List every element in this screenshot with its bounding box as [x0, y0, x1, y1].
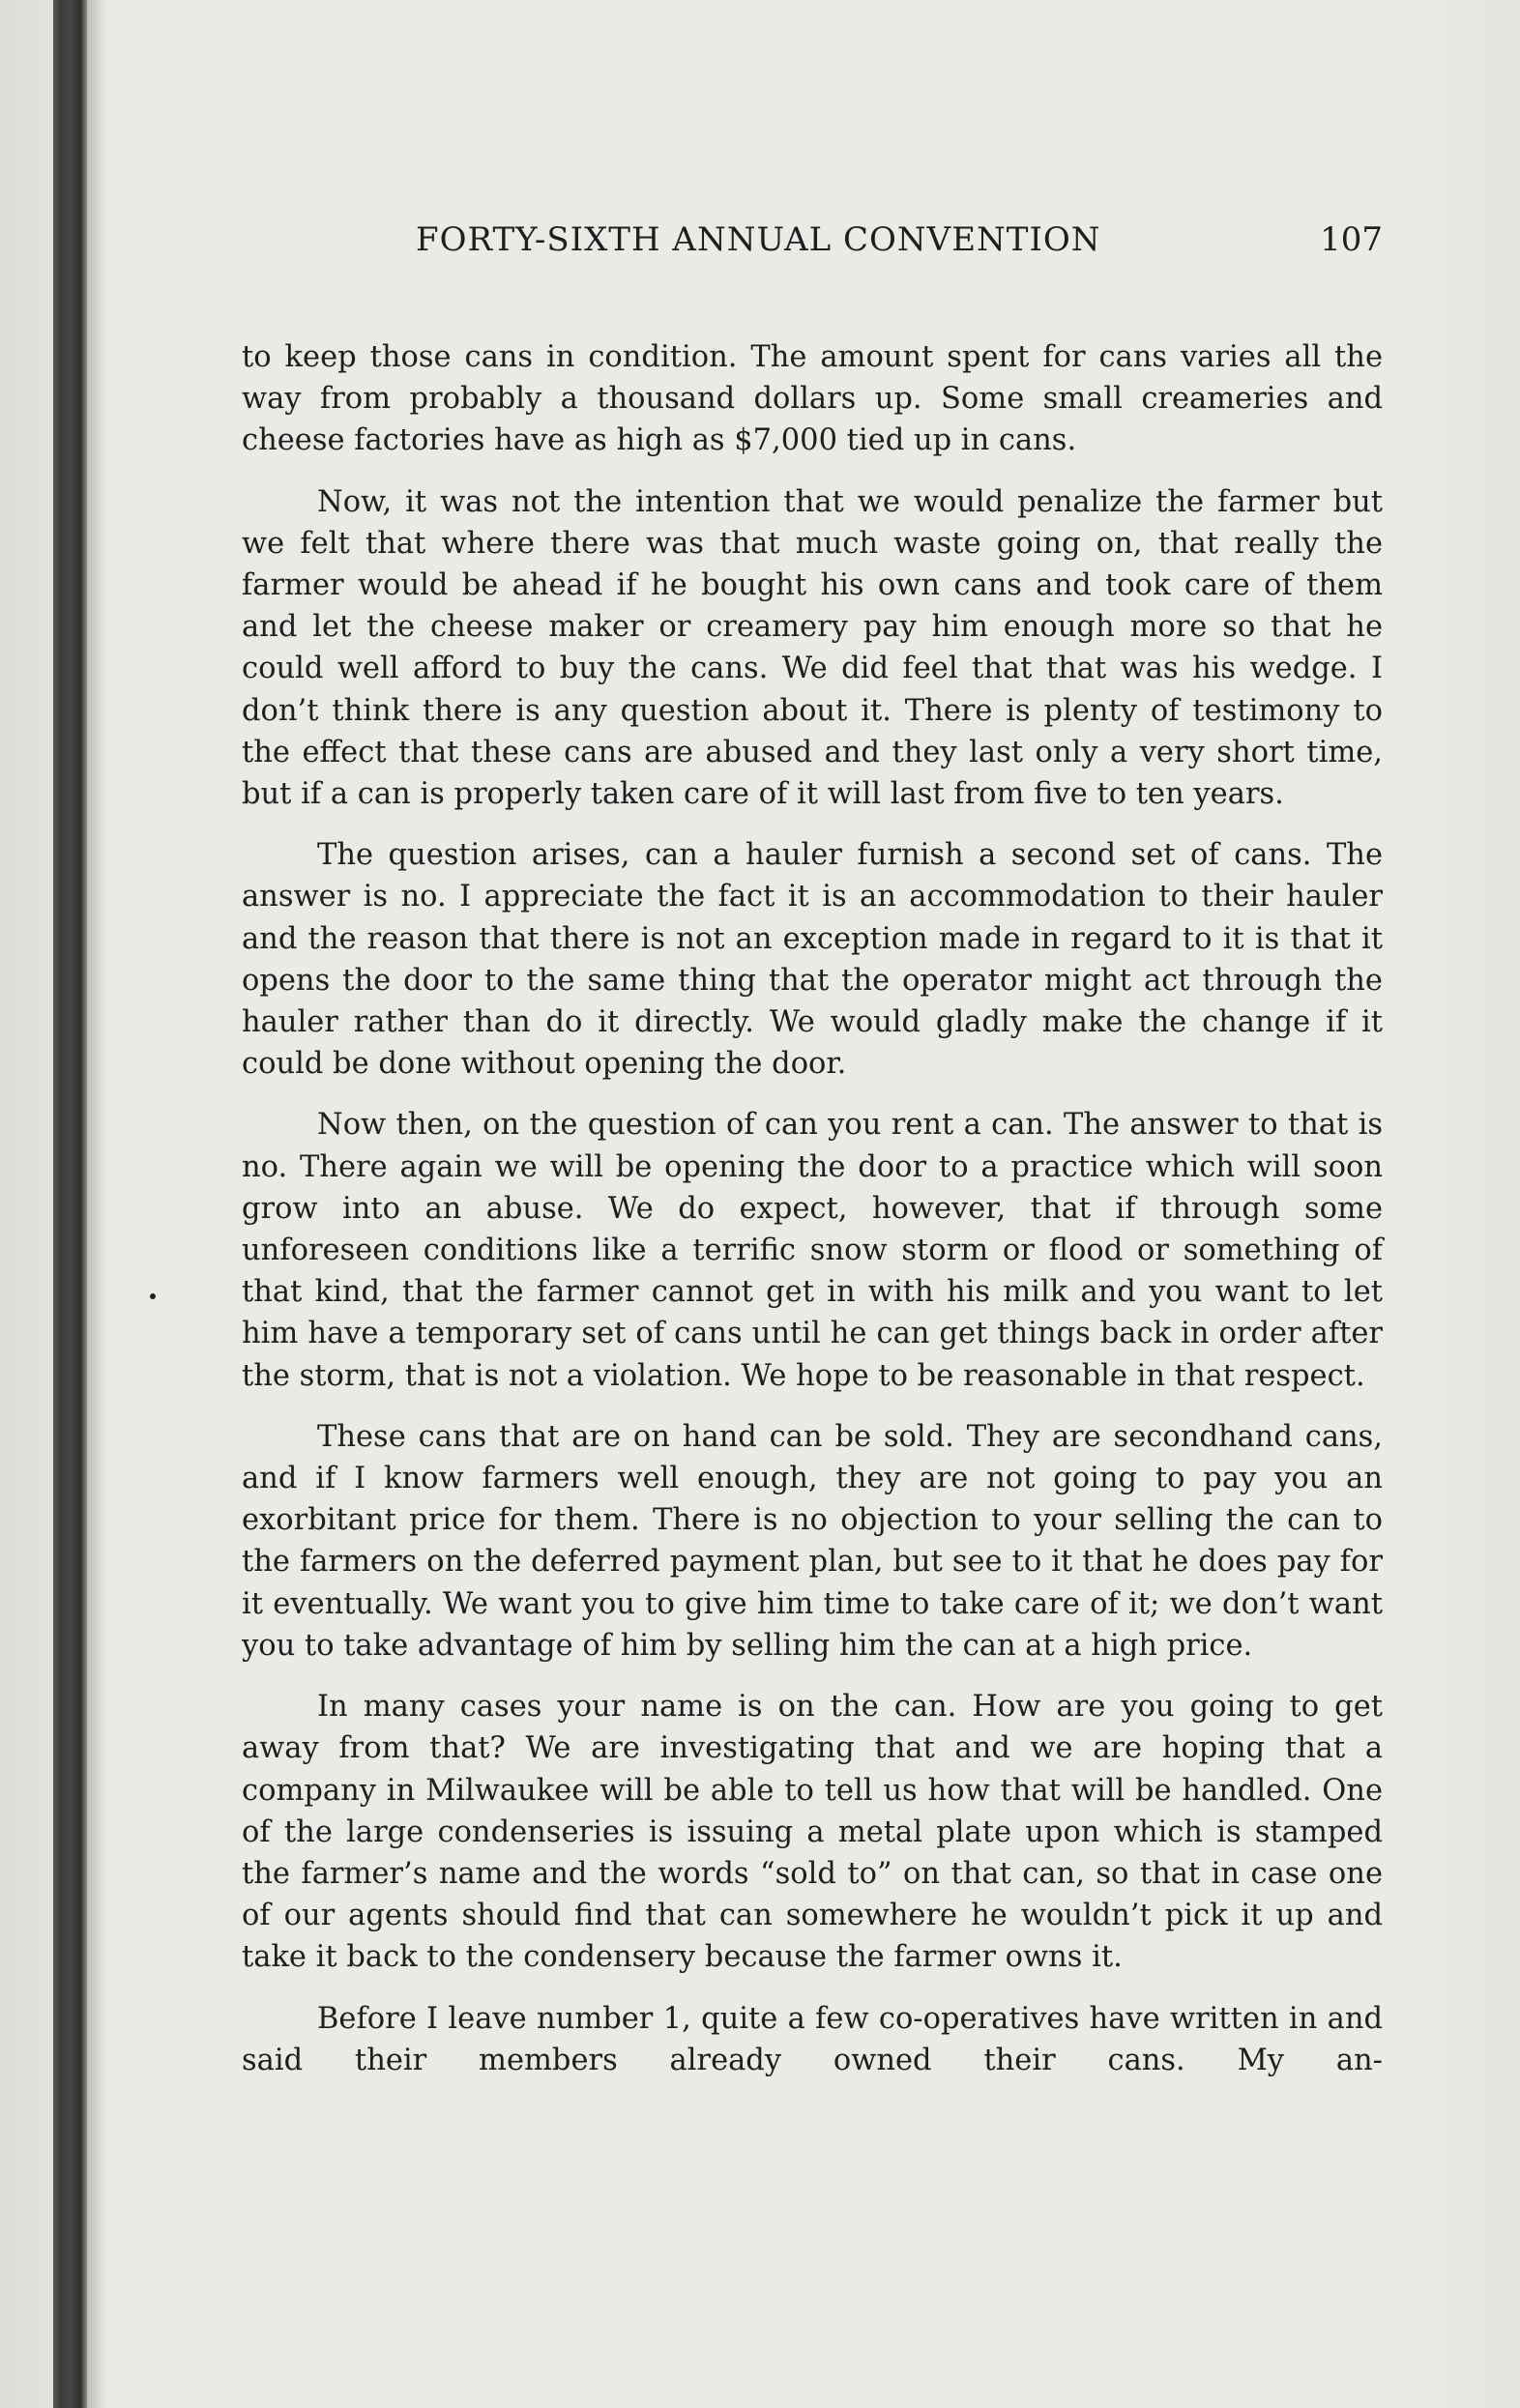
- paragraph-3: The question arises, can a hauler furnish a second set of cans. The answer is no. I appreciate the fact it is an accommodation to their hauler and the reason that there is not an exception made in regard to it is that it opens the door to the same thing that the operator might act through the hauler rather than do it directly. We would gladly make the change if it could be done without opening the door.: [242, 838, 1383, 1082]
- binding-shadow: [87, 0, 106, 2408]
- paragraph-2: Now, it was not the intention that we would penalize the farmer but we felt that where there was that much waste going on, that really the farmer would be ahead if he bought his own cans and took care of them and let the cheese maker or creamery pay him enough more so that he could well afford to buy the cans. We did feel that that was his wedge. I don’t think there is any question about it. There is plenty of testimony to the effect that these cans are abused and they last only a very short time, but if a can is properly taken care of it will last from five to ten years.: [242, 484, 1383, 812]
- margin-mark: [150, 1293, 156, 1299]
- body-text: [242, 336, 1383, 2101]
- running-head: [242, 220, 1383, 278]
- paragraph-1: to keep those cans in condition. The amount spent for cans varies all the way from probably a thousand dollars up. Some small creameries and cheese factories have as high as $7,000 tied up in cans.: [242, 340, 1383, 458]
- paragraph-7: Before I leave number 1, quite a few co-operatives have written in and said their members already owned their cans. My an-: [242, 2001, 1383, 2077]
- page-number: 107: [1320, 220, 1383, 259]
- book-binding-edge: [53, 0, 87, 2408]
- running-head-title: FORTY-SIXTH ANNUAL CONVENTION: [416, 220, 1101, 259]
- paragraph-5: These cans that are on hand can be sold. They are secondhand cans, and if I know farmers well enough, they are not going to pay you an exorbitant price for them. There is no objection to your selling the can to the farmers on the deferred payment plan, but see to it that he does pay for it eventually. We want you to give him time to take care of it; we don’t want you to take advantage of him by selling him the can at a high price.: [242, 1419, 1383, 1663]
- paragraph-4: Now then, on the question of can you rent a can. The answer to that is no. There again we will be opening the door to a practice which will soon grow into an abuse. We do expect, however, that if through some unforeseen conditions like a terrific snow storm or flood or something of that kind, that the farmer cannot get in with his milk and you want to let him have a temporary set of cans until he can get things back in order after the storm, that is not a violation. We hope to be reasonable in that respect.: [242, 1108, 1383, 1393]
- paragraph-6: In many cases your name is on the can. How are you going to get away from that? We are investigating that and we are hoping that a company in Milwaukee will be able to tell us how that will be handled. One of the large condenseries is issuing a metal plate upon which is stamped the farmer’s name and the words “sold to” on that can, so that in case one of our agents should find that can somewhere he wouldn’t pick it up and take it back to the condensery because the farmer owns it.: [242, 1690, 1383, 1975]
